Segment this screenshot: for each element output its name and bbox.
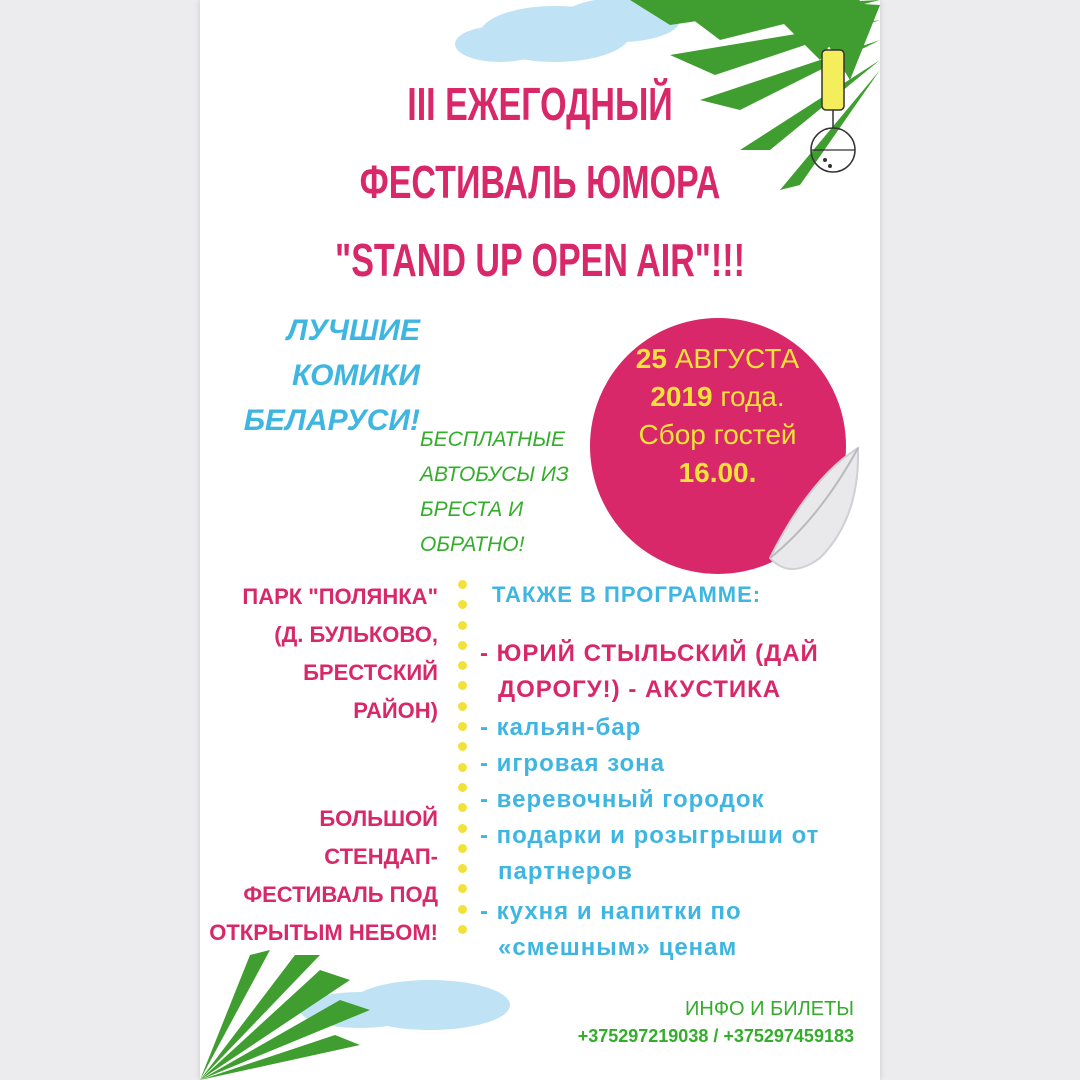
program-item: - подарки и розыгрыши от	[480, 822, 820, 849]
comics-line-3: БЕЛАРУСИ!	[243, 404, 420, 437]
tagline-line-3: ФЕСТИВАЛЬ ПОД	[243, 882, 438, 907]
title-line-2: ФЕСТИВАЛЬ ЮМОРА	[359, 156, 721, 208]
program-item: - игровая зона	[480, 750, 666, 777]
headliner-line-2: ДОРОГУ!) - АКУСТИКА	[498, 676, 782, 703]
buses-text	[420, 422, 600, 562]
headliner-line-1: - ЮРИЙ СТЫЛЬСКИЙ (ДАЙ	[480, 640, 819, 667]
venue-line-3: БРЕСТСКИЙ	[303, 660, 438, 685]
comics-line-1: ЛУЧШИЕ	[286, 314, 420, 347]
title-line-3: "STAND UP OPEN AIR"!!!	[335, 234, 745, 286]
title-line-1: III ЕЖЕГОДНЫЙ	[407, 78, 673, 130]
tagline-line-4: ОТКРЫТЫМ НЕБОМ!	[209, 920, 438, 945]
poster	[200, 0, 880, 1080]
date-sticker-text	[610, 340, 825, 492]
program-item: партнеров	[498, 858, 633, 885]
tagline-line-1: БОЛЬШОЙ	[319, 806, 438, 831]
phone-numbers: +375297219038 / +375297459183	[577, 1026, 854, 1046]
date-year: 2019	[650, 381, 713, 412]
program-item: - кухня и напитки по	[480, 898, 742, 925]
date-year-suffix: года.	[720, 381, 785, 412]
program-item: «смешным» ценам	[498, 934, 738, 961]
gather-label: Сбор гостей	[638, 419, 797, 450]
program-heading: ТАКЖЕ В ПРОГРАММЕ:	[492, 582, 762, 607]
palm-leaf-bottom	[200, 950, 370, 1080]
gather-time: 16.00.	[678, 457, 757, 488]
tagline-line-2: СТЕНДАП-	[324, 844, 438, 869]
comics-text	[220, 308, 420, 443]
venue-line-2: (Д. БУЛЬКОВО,	[274, 622, 438, 647]
comics-line-2: КОМИКИ	[292, 359, 420, 392]
buses-line-3: БРЕСТА И	[420, 498, 524, 521]
program-headliner	[480, 636, 819, 708]
tagline-text	[200, 800, 438, 952]
program-item: - веревочный городок	[480, 786, 765, 813]
dotted-divider	[456, 580, 468, 965]
buses-line-2: АВТОБУСЫ ИЗ	[420, 463, 569, 486]
palm-leaf-bottom-decoration	[200, 950, 560, 1080]
venue-line-4: РАЙОН)	[353, 698, 438, 723]
venue-text	[200, 578, 438, 730]
buses-line-4: ОБРАТНО!	[420, 533, 525, 556]
buses-line-1: БЕСПЛАТНЫЕ	[420, 428, 565, 451]
info-tickets-label: ИНФО И БИЛЕТЫ	[685, 998, 854, 1020]
venue-line-1: ПАРК "ПОЛЯНКА"	[242, 584, 438, 609]
program-item: - кальян-бар	[480, 714, 642, 741]
date-month: АВГУСТА	[674, 343, 800, 374]
date-day: 25	[635, 343, 667, 374]
